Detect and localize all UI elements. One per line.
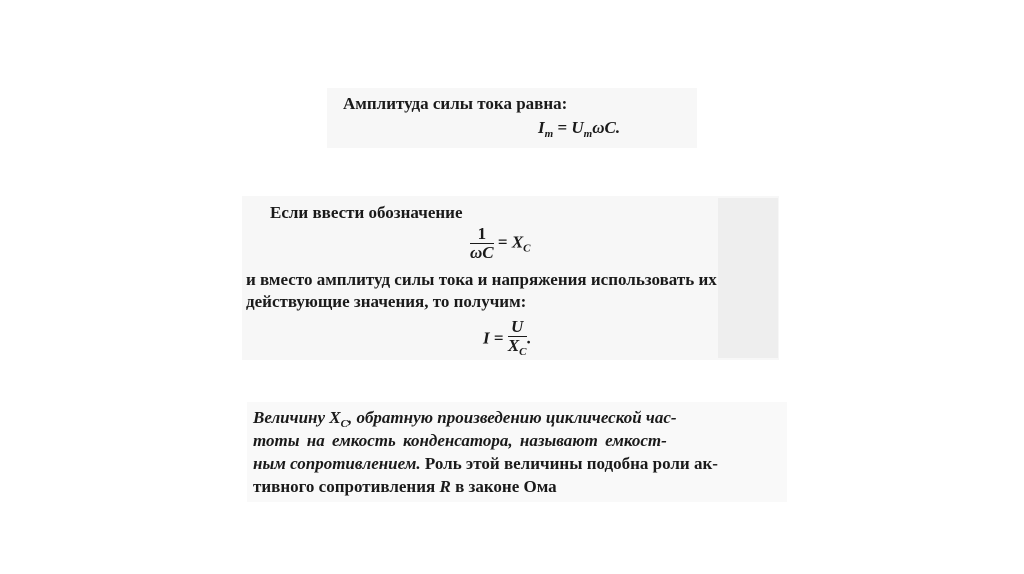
amplitude-text: Амплитуда силы тока равна: <box>343 94 568 113</box>
def-line-2: тоты на емкость конденсатора, называют емкост- <box>253 431 667 450</box>
definition-intro: Если ввести обозначение <box>270 203 463 222</box>
def-line-3: ным сопротивлением. Роль этой величины подобна роли ак- <box>253 454 718 473</box>
reactance-definition: $\frac{1}{\omega C}$ = $X_C$ <box>470 224 531 262</box>
text-line-2: действующие значения, то получим: <box>246 292 527 311</box>
fraction: $\frac{1}{\omega C}$ <box>470 224 494 262</box>
ohm-formula: I = $\frac{U}{X_C}$ . <box>483 318 531 361</box>
text-line-1: и вместо амплитуд силы тока и напряжения использовать их <box>246 270 717 289</box>
fraction: $\frac{U}{X_C}$ <box>507 317 527 358</box>
def-line-4: тивного сопротивления R в законе Ома <box>253 477 557 496</box>
scan-shadow <box>718 198 778 358</box>
amplitude-formula: $I_m = U_m\omega C$. <box>538 118 621 140</box>
def-line-1: Величину $X_C$, обратную произведению циклической час- <box>253 408 677 430</box>
